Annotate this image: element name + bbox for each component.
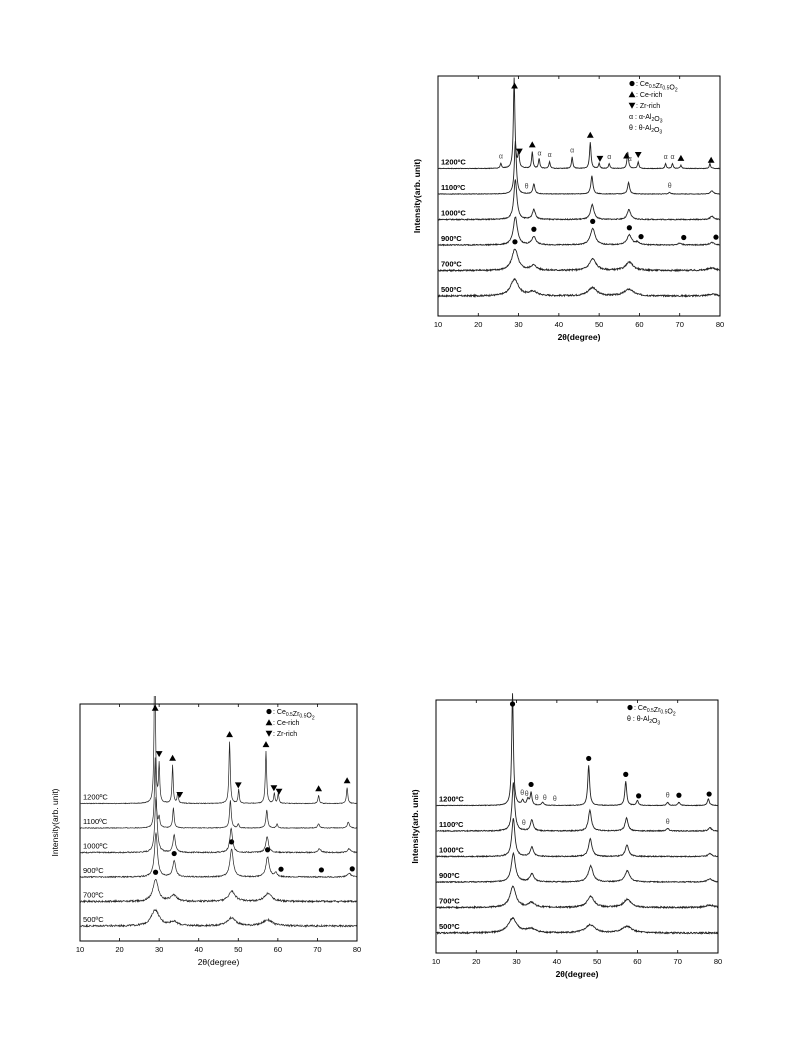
series-line <box>80 797 357 853</box>
series-label: 700ºC <box>439 896 460 906</box>
legend-label: : $Ce_{0.5}Zr_{0.5}O_2$ <box>636 81 678 94</box>
peak-marker-triangle-up <box>529 141 536 147</box>
legend-label: θ : $\theta-Al_2O_3$ <box>629 125 663 136</box>
peak-marker-circle <box>510 701 515 706</box>
peak-marker-circle <box>681 235 686 240</box>
peak-marker-triangle-up <box>344 777 351 783</box>
peak-marker-triangle-up <box>263 741 270 747</box>
series-1000ºC <box>438 180 720 220</box>
peak-marker-alpha: α <box>498 153 503 161</box>
peak-marker-theta: θ <box>524 183 529 191</box>
peak-marker-triangle-up <box>678 155 685 161</box>
series-label: 1000ºC <box>83 841 108 851</box>
peak-marker-theta: θ <box>542 794 547 802</box>
legend <box>627 705 676 727</box>
xrd-chart-svg <box>410 68 740 358</box>
x-tick-label: 30 <box>514 320 523 329</box>
legend <box>266 709 315 738</box>
series-line <box>438 279 720 297</box>
peak-marker-circle <box>586 756 591 761</box>
x-axis-label: 2θ(degree) <box>197 957 240 967</box>
peak-marker-triangle-down <box>635 152 642 158</box>
x-tick-label: 40 <box>194 945 203 954</box>
series-label: 900ºC <box>83 866 104 875</box>
peak-marker-theta: θ <box>520 790 525 798</box>
peak-marker-theta: θ <box>665 792 670 800</box>
series-label: 900ºC <box>441 234 462 243</box>
peak-marker-circle <box>531 227 536 232</box>
series-500ºC <box>436 918 718 934</box>
peak-marker-alpha: α <box>663 153 668 161</box>
peak-marker-circle <box>636 793 641 798</box>
series-label: 1000ºC <box>441 208 466 218</box>
peak-marker-alpha: α <box>670 153 675 161</box>
series-line <box>438 180 720 220</box>
series-700ºC <box>80 870 357 903</box>
peak-marker-theta: θ <box>665 819 670 827</box>
x-tick-label: 60 <box>633 957 642 966</box>
peak-marker-triangle-down <box>516 149 523 155</box>
legend-marker-circle <box>629 81 634 86</box>
legend-marker-triangle-down <box>629 103 636 109</box>
series-line <box>436 886 718 908</box>
series-line <box>438 249 720 271</box>
series-label: 1100ºC <box>441 183 466 192</box>
peak-marker-circle <box>627 225 632 230</box>
x-tick-label: 20 <box>472 957 481 966</box>
x-tick-label: 60 <box>635 320 644 329</box>
x-tick-label: 60 <box>273 945 283 954</box>
peak-marker-triangle-down <box>276 789 283 795</box>
series-1200ºC <box>80 696 357 804</box>
xrd-chart-svg <box>408 692 738 982</box>
plot-frame <box>80 704 357 941</box>
peak-marker-theta: θ <box>552 795 557 803</box>
peak-marker-circle <box>676 793 681 798</box>
legend-label: : Ce-rich <box>636 92 663 99</box>
x-tick-label: 50 <box>592 957 602 966</box>
peak-marker-circle <box>638 234 643 239</box>
series-line <box>80 696 357 804</box>
legend-label: : $Ce_{0.5}Zr_{0.5}O_2$ <box>273 709 315 722</box>
legend-marker-triangle-down <box>266 731 273 737</box>
series-label: 500ºC <box>439 922 460 931</box>
peak-marker-triangle-up <box>226 731 233 737</box>
legend-label: : $Ce_{0.5}Zr_{0.5}O_2$ <box>634 705 676 718</box>
series-1000ºC <box>436 818 718 857</box>
legend-marker-circle <box>266 709 271 714</box>
legend-label: : Zr-rich <box>636 103 661 110</box>
peak-marker-circle <box>528 782 533 787</box>
peak-marker-circle <box>319 867 324 872</box>
series-line <box>436 918 718 934</box>
series-line <box>436 853 718 882</box>
series-label: 900ºC <box>439 871 460 880</box>
x-axis-label: 2θ(degree) <box>555 969 599 979</box>
series-label: 1200ºC <box>439 794 464 804</box>
series-line <box>80 910 357 927</box>
x-tick-label: 20 <box>115 945 124 954</box>
series-line <box>436 782 718 831</box>
legend-label: : Zr-rich <box>273 731 298 738</box>
series-line <box>438 77 720 168</box>
peak-marker-triangle-down <box>597 156 604 162</box>
peak-marker-circle <box>153 870 158 875</box>
x-tick-label: 10 <box>75 945 85 954</box>
peak-marker-triangle-down <box>156 751 163 757</box>
y-axis-label: Intensity(arb. unit) <box>50 788 60 857</box>
series-label: 500ºC <box>441 285 462 294</box>
plot-frame <box>436 700 718 953</box>
series-label: 1100ºC <box>83 817 108 826</box>
legend-label: θ : $\theta-Al_2O_3$ <box>627 716 661 727</box>
y-axis-label: Intensity(arb. unit) <box>410 789 420 864</box>
x-tick-label: 10 <box>431 957 441 966</box>
legend <box>629 81 678 136</box>
series-label: 1200ºC <box>83 792 108 802</box>
x-axis-label: 2θ(degree) <box>557 332 601 342</box>
xrd-chart-top-right <box>410 68 740 358</box>
series-1200ºC <box>436 693 718 805</box>
peak-marker-circle <box>512 239 517 244</box>
legend-label: : Ce-rich <box>273 720 300 727</box>
x-tick-label: 20 <box>474 320 483 329</box>
xrd-chart-svg <box>48 696 372 978</box>
x-tick-label: 40 <box>554 320 564 329</box>
series-1100ºC <box>80 757 357 828</box>
x-tick-label: 80 <box>352 945 362 954</box>
peak-marker-alpha: α <box>537 150 542 158</box>
series-line <box>436 818 718 857</box>
x-tick-label: 10 <box>433 320 443 329</box>
series-500ºC <box>438 279 720 297</box>
series-line <box>80 833 357 877</box>
peak-marker-circle <box>172 851 177 856</box>
x-tick-label: 70 <box>313 945 322 954</box>
x-tick-label: 70 <box>673 957 682 966</box>
series-700ºC <box>436 886 718 908</box>
x-tick-label: 40 <box>552 957 562 966</box>
x-tick-label: 30 <box>512 957 521 966</box>
peak-marker-circle <box>278 867 283 872</box>
x-tick-label: 30 <box>154 945 164 954</box>
x-tick-label: 80 <box>713 957 723 966</box>
x-tick-label: 70 <box>675 320 684 329</box>
legend-marker-triangle-up <box>629 91 636 97</box>
series-500ºC <box>80 910 357 927</box>
series-line <box>80 879 357 902</box>
peak-marker-triangle-up <box>169 755 176 761</box>
peak-marker-alpha: α <box>627 156 632 164</box>
peak-marker-circle <box>590 219 595 224</box>
peak-marker-triangle-up <box>152 705 159 711</box>
x-tick-label: 50 <box>594 320 604 329</box>
peak-marker-circle <box>713 235 718 240</box>
series-900ºC <box>80 833 357 877</box>
legend-marker-circle <box>627 705 632 710</box>
series-label: 500ºC <box>83 915 104 924</box>
legend-label: α : $\alpha-Al_2O_3$ <box>629 114 663 125</box>
peak-marker-alpha: α <box>570 147 575 155</box>
x-tick-label: 50 <box>234 945 243 954</box>
series-label: 700ºC <box>441 259 462 269</box>
peak-marker-circle <box>623 772 628 777</box>
series-line <box>80 757 357 828</box>
series-line <box>436 693 718 805</box>
plot-frame <box>438 76 720 316</box>
peak-marker-theta: θ <box>524 791 529 799</box>
series-label: 1000ºC <box>439 845 464 855</box>
peak-marker-theta: θ <box>534 795 539 803</box>
series-label: 700ºC <box>83 890 104 900</box>
peak-marker-triangle-up <box>708 157 715 163</box>
series-900ºC <box>438 217 720 245</box>
peak-marker-triangle-down <box>235 782 242 788</box>
peak-marker-triangle-up <box>587 132 594 138</box>
legend-marker-triangle-up <box>266 719 273 725</box>
peak-marker-alpha: α <box>607 153 612 161</box>
series-1100ºC <box>436 782 718 831</box>
xrd-chart-bottom-right <box>408 692 738 982</box>
series-1200ºC <box>438 77 720 168</box>
x-tick-label: 80 <box>715 320 725 329</box>
peak-marker-alpha: α <box>547 152 552 160</box>
series-line <box>438 217 720 245</box>
peak-marker-triangle-down <box>271 785 278 791</box>
y-axis-label: Intensity(arb. unit) <box>412 158 422 234</box>
peak-marker-triangle-up <box>315 785 322 791</box>
peak-marker-theta: θ <box>667 182 672 190</box>
peak-marker-triangle-up <box>511 82 518 88</box>
xrd-chart-bottom-left <box>48 696 372 978</box>
series-900ºC <box>436 853 718 882</box>
series-1000ºC <box>80 797 357 853</box>
peak-marker-circle <box>707 791 712 796</box>
peak-marker-theta: θ <box>521 819 526 827</box>
series-label: 1200ºC <box>441 157 466 167</box>
peak-marker-circle <box>350 866 355 871</box>
series-label: 1100ºC <box>439 820 464 829</box>
